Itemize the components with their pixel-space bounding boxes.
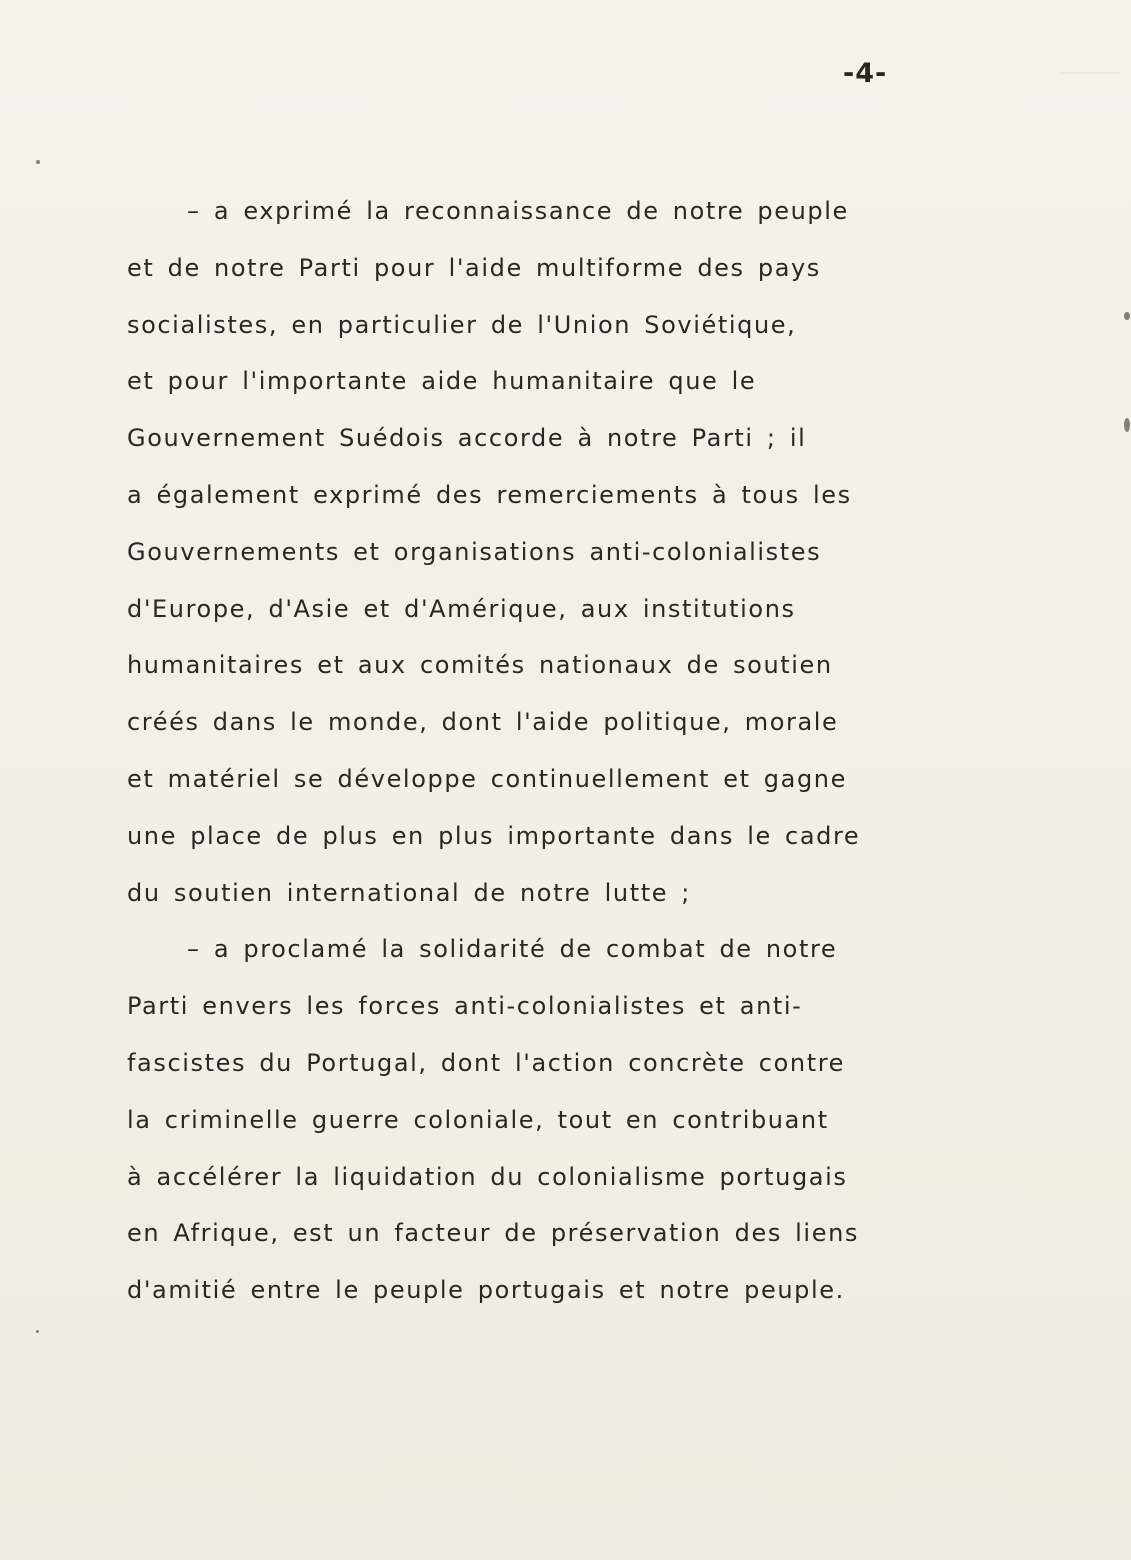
text-line: créés dans le monde, dont l'aide politique, morale <box>127 708 839 737</box>
text-line: d'Europe, d'Asie et d'Amérique, aux institutions <box>127 594 796 623</box>
text-line: une place de plus en plus importante dans le cadre <box>127 821 861 850</box>
body-text <box>127 183 957 1319</box>
text-line: fascistes du Portugal, dont l'action concrète contre <box>127 1048 846 1077</box>
paper-speck <box>1124 312 1130 320</box>
text-line: et matériel se développe continuellement et gagne <box>127 764 847 793</box>
text-line: et de notre Parti pour l'aide multiforme des pays <box>127 253 821 282</box>
page-number: -4- <box>843 58 888 89</box>
paper-speck <box>1124 418 1130 432</box>
text-line: du soutien international de notre lutte ; <box>127 878 691 907</box>
text-line: – a exprimé la reconnaissance de notre peuple <box>187 197 849 225</box>
text-line: socialistes, en particulier de l'Union Soviétique, <box>127 310 797 339</box>
text-line: la criminelle guerre coloniale, tout en contribuant <box>127 1105 829 1134</box>
text-line: Gouvernements et organisations anti-colonialistes <box>127 537 822 566</box>
text-line: Parti envers les forces anti-colonialistes et anti- <box>127 992 803 1021</box>
text-line: – a proclamé la solidarité de combat de notre <box>187 935 838 964</box>
text-line: en Afrique, est un facteur de préservation des liens <box>127 1219 859 1248</box>
paper-speck <box>36 160 40 164</box>
text-line: a également exprimé des remerciements à tous les <box>127 480 852 509</box>
bleed-through-mark <box>1060 72 1120 104</box>
text-line: d'amitié entre le peuple portugais et notre peuple. <box>127 1276 845 1305</box>
text-line: et pour l'importante aide humanitaire que le <box>127 367 757 396</box>
paper-speck <box>36 1330 39 1333</box>
text-line: humanitaires et aux comités nationaux de soutien <box>127 651 833 680</box>
text-line: Gouvernement Suédois accorde à notre Parti ; il <box>127 424 807 453</box>
text-line: à accélérer la liquidation du colonialisme portugais <box>127 1162 848 1191</box>
